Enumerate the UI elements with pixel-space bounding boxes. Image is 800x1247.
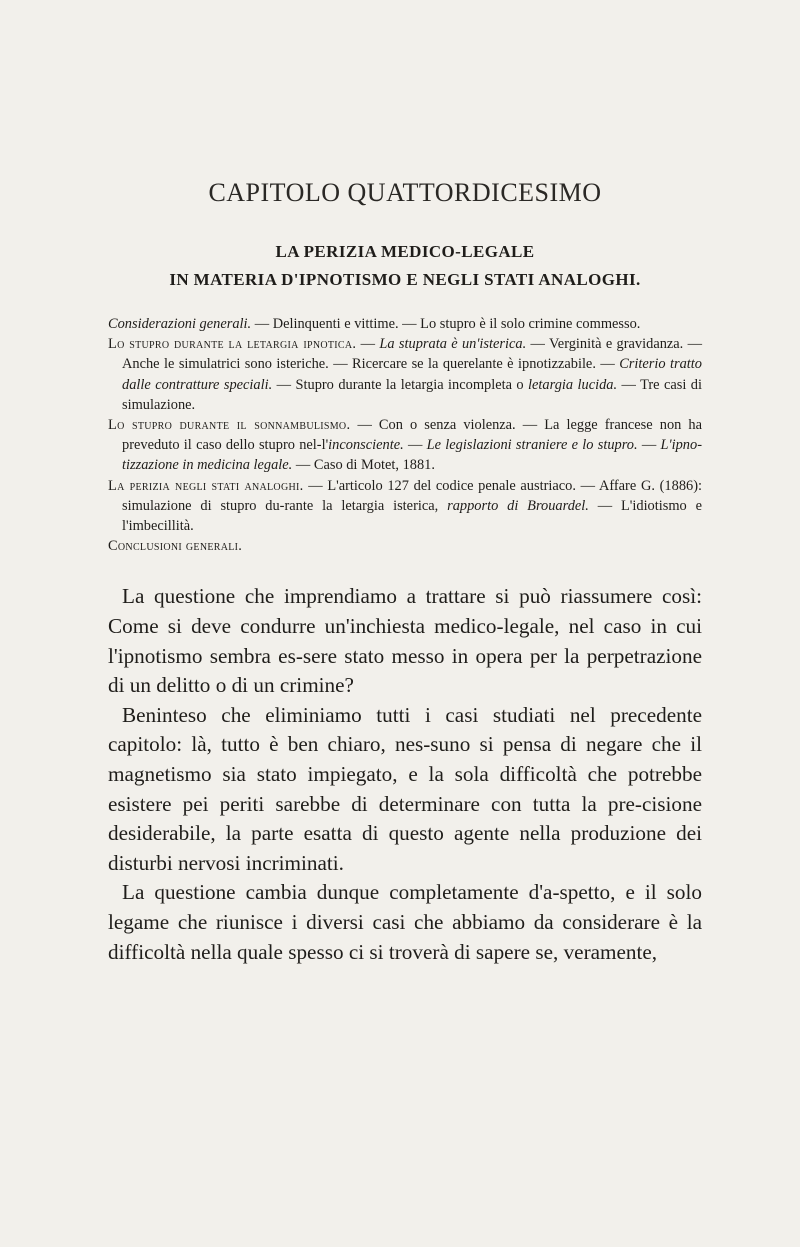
- summary-item: [108, 536, 702, 556]
- book-page: [108, 0, 702, 967]
- summary-italic: Criterio tratto dalle contratture speciali.: [122, 356, 702, 393]
- summary-italic: La stuprata è un'isterica.: [379, 336, 527, 353]
- summary-italic: L'ipno-tizzazione in medicina legale.: [122, 437, 702, 474]
- summary-text: —: [637, 437, 661, 454]
- body-text: [108, 582, 702, 967]
- summary-head: Lo stupro durante la letargia ipnotica.: [108, 336, 357, 353]
- body-paragraph: Beninteso che eliminiamo tutti i casi studiati nel precedente capitolo: là, tutto è ben chiaro, nes-suno si pensa di negare che il magnetismo sia stato impiegato, e la sola difficoltà che potrebbe esistere pei periti sarebbe di determinare con tutta la pre-cisione desiderabile, la parte esatta di questo agente nella produzione dei disturbi nervosi incriminati.: [108, 702, 702, 875]
- summary-head: Conclusioni generali.: [108, 538, 243, 555]
- body-paragraph: La questione cambia dunque completamente d'a-spetto, e il solo legame che riunisce i diversi casi che abbiamo da considerare è la difficoltà nella quale spesso ci si troverà di sapere se, veramente,: [108, 880, 702, 964]
- summary-text: — L'articolo 127 del codice penale austriaco. — Affare G. (1886): simulazione di stupro du-rante la letargia isterica,: [122, 477, 702, 514]
- summary-text: —: [403, 437, 427, 454]
- summary-item: [108, 334, 702, 415]
- summary-text: — Tre casi di simulazione.: [122, 376, 702, 413]
- chapter-title-line2: IN MATERIA D'IPNOTISMO E NEGLI STATI ANALOGHI.: [169, 270, 641, 289]
- summary-text: — Verginità e gravidanza. — Anche le simulatrici sono isteriche. — Ricercare se la querelante è ipnotizzabile. —: [122, 336, 703, 373]
- chapter-summary: [108, 314, 702, 556]
- summary-item: [108, 476, 702, 537]
- chapter-heading: CAPITOLO QUATTORDICESIMO: [208, 178, 602, 207]
- summary-item: [108, 415, 702, 476]
- summary-text: — Caso di Motet, 1881.: [292, 457, 435, 474]
- summary-italic: Le legislazioni straniere e lo stupro.: [426, 437, 638, 454]
- summary-item: [108, 314, 702, 334]
- summary-text: — Stupro durante la letargia incompleta o: [272, 376, 529, 393]
- summary-italic: inconsciente.: [328, 437, 404, 454]
- summary-head: La perizia negli stati analoghi.: [108, 477, 304, 494]
- summary-head: Lo stupro durante il sonnambulismo.: [108, 417, 351, 434]
- summary-text: —: [356, 336, 380, 353]
- summary-italic: letargia lucida.: [528, 376, 618, 393]
- summary-text: — Delinquenti e vittime. — Lo stupro è il solo crimine commesso.: [251, 316, 641, 332]
- summary-text: — Con o senza violenza. — La legge francese non ha preveduto il caso dello stupro nel-l': [122, 417, 702, 454]
- summary-head: Considerazioni generali.: [108, 316, 252, 332]
- body-paragraph: La questione che imprendiamo a trattare si può riassumere così: Come si deve condurre un'inchiesta medico-legale, nel caso in cui l'ipnotismo sembra es-sere stato messo in opera per la perpetrazione di un delitto o di un crimine?: [108, 584, 702, 698]
- summary-text: — L'idiotismo e l'imbecillità.: [122, 497, 702, 535]
- summary-italic: rapporto di Brouardel.: [447, 497, 589, 514]
- chapter-title-line1: LA PERIZIA MEDICO-LEGALE: [275, 242, 535, 261]
